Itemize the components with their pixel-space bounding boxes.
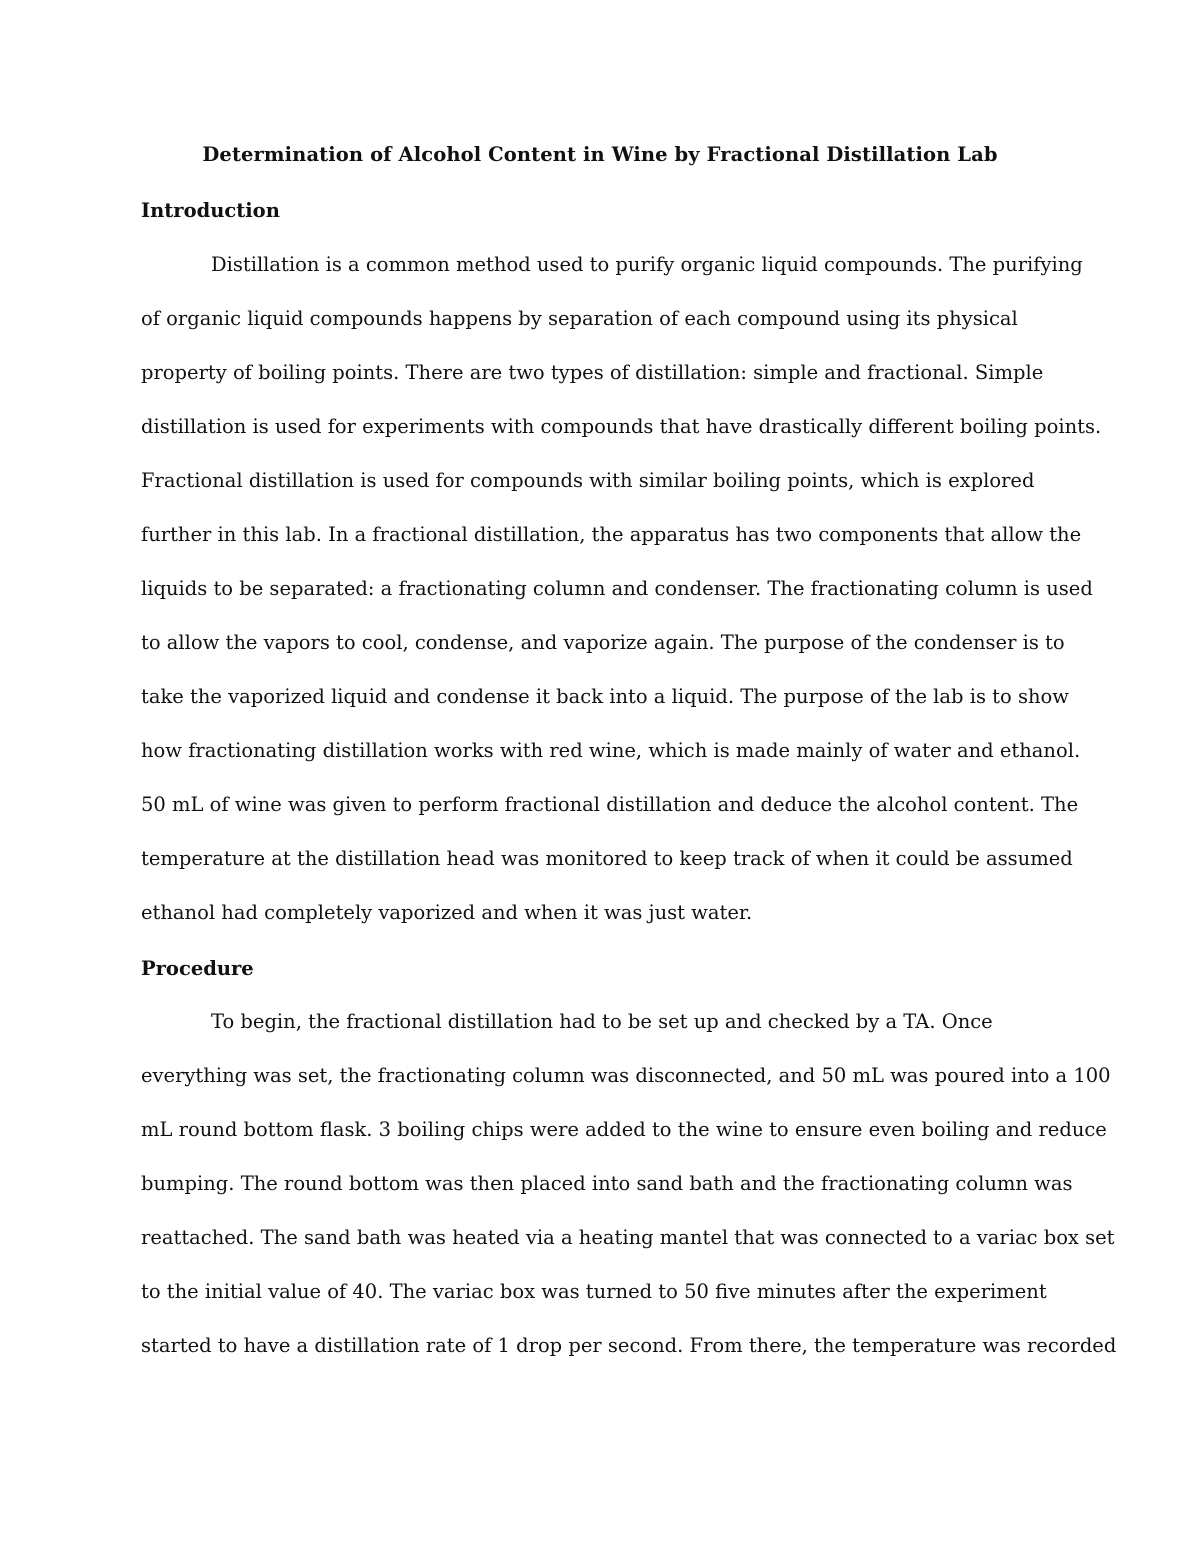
- procedure-line-2: everything was set, the fractionating column was disconnected, and 50 mL was poured into a 100: [141, 1064, 1111, 1087]
- intro-line-7: liquids to be separated: a fractionating column and condenser. The fractionating column is used: [141, 577, 1093, 600]
- procedure-line-3: mL round bottom flask. 3 boiling chips were added to the wine to ensure even boiling and reduce: [141, 1118, 1107, 1141]
- intro-line-9: take the vaporized liquid and condense it back into a liquid. The purpose of the lab is to show: [141, 685, 1069, 708]
- intro-line-12: temperature at the distillation head was monitored to keep track of when it could be assumed: [141, 847, 1073, 870]
- intro-line-13: ethanol had completely vaporized and when it was just water.: [141, 901, 753, 924]
- intro-line-2: of organic liquid compounds happens by separation of each compound using its physical: [141, 307, 1018, 330]
- intro-line-3: property of boiling points. There are two types of distillation: simple and fractional. Simple: [141, 361, 1044, 384]
- procedure-line-5: reattached. The sand bath was heated via a heating mantel that was connected to a variac box set: [141, 1226, 1115, 1249]
- intro-line-1: Distillation is a common method used to purify organic liquid compounds. The purifying: [211, 253, 1083, 276]
- section-heading-procedure: Procedure: [141, 957, 254, 980]
- intro-line-8: to allow the vapors to cool, condense, and vaporize again. The purpose of the condenser is to: [141, 631, 1065, 654]
- procedure-line-4: bumping. The round bottom was then placed into sand bath and the fractionating column was: [141, 1172, 1073, 1195]
- procedure-line-6: to the initial value of 40. The variac box was turned to 50 five minutes after the experiment: [141, 1280, 1047, 1303]
- procedure-line-7: started to have a distillation rate of 1 drop per second. From there, the temperature was recorded: [141, 1334, 1117, 1357]
- intro-line-11: 50 mL of wine was given to perform fractional distillation and deduce the alcohol content. The: [141, 793, 1079, 816]
- intro-line-5: Fractional distillation is used for compounds with similar boiling points, which is explored: [141, 469, 1035, 492]
- intro-line-4: distillation is used for experiments with compounds that have drastically different boiling points.: [141, 415, 1102, 438]
- section-heading-introduction: Introduction: [141, 199, 280, 222]
- document-title: Determination of Alcohol Content in Wine by Fractional Distillation Lab: [202, 143, 998, 166]
- intro-line-6: further in this lab. In a fractional distillation, the apparatus has two components that allow the: [141, 523, 1082, 546]
- procedure-line-1: To begin, the fractional distillation had to be set up and checked by a TA. Once: [211, 1010, 993, 1033]
- intro-line-10: how fractionating distillation works with red wine, which is made mainly of water and ethanol.: [141, 739, 1081, 762]
